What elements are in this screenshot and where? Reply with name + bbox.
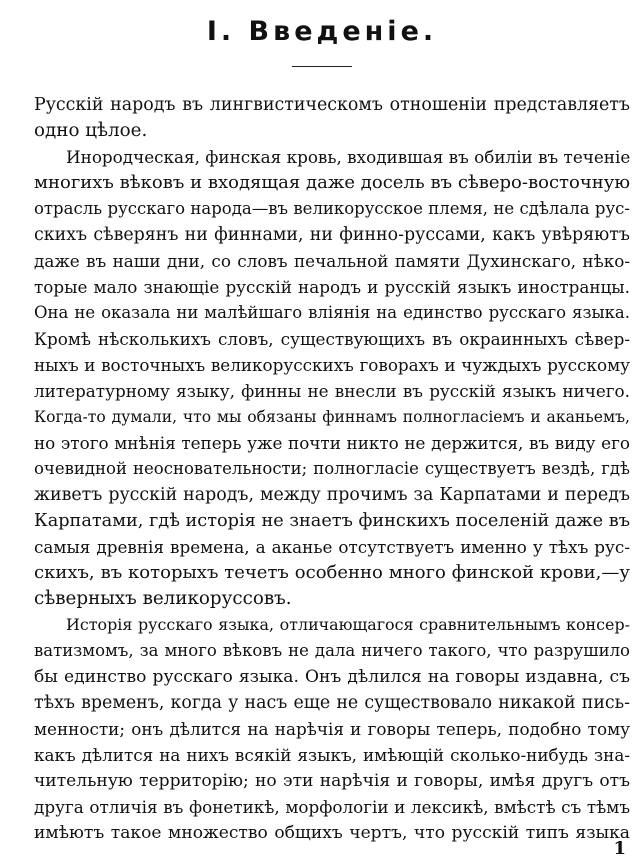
text-line: Инородческая, финская кровь, входившая въ обиліи въ теченіе <box>66 147 630 167</box>
text-line: ныхъ и восточныхъ великорусскихъ говорахъ и чуждыхъ русскому <box>34 355 630 375</box>
heading-rule <box>292 66 352 67</box>
text-line: Русскій народъ въ лингвистическомъ отношеніи представляетъ <box>34 95 630 115</box>
text-line: чительную территорію; но эти нарѣчія и говоры, имѣя другъ отъ <box>34 771 630 791</box>
text-line: Карпатами, гдѣ исторія не знаетъ финскихъ поселеній даже въ <box>34 511 630 531</box>
text-line: самыя древнія времена, а аканье отсутствуетъ именно у тѣхъ рус- <box>34 537 630 557</box>
text-line: тѣхъ временъ, когда у насъ еще не существовало никакой пись- <box>34 693 630 713</box>
text-line: Она не оказала ни малѣйшаго вліянія на единство русскаго языка. <box>34 303 630 322</box>
text-line: скихъ, въ которыхъ течетъ особенно много финской крови,—у <box>34 562 630 583</box>
chapter-heading: I. Введеніе. <box>206 16 438 47</box>
text-line: бы единство русскаго языка. Онъ дѣлился на говоры издавна, съ <box>34 667 630 687</box>
text-line: литературному языку, финны не внесли въ русскій языкъ ничего. <box>34 381 630 401</box>
text-line: менности; онъ дѣлится на нарѣчія и говоры теперь, подобно тому <box>34 719 630 739</box>
text-line: Когда-то думали, что мы обязаны финнамъ полногласіемъ и аканьемъ, <box>34 408 630 426</box>
text-line: сѣверныхъ великоруссовъ. <box>34 588 292 609</box>
text-line: отрасль русскаго народа—въ великорусское племя, не сдѣлала рус- <box>34 199 630 218</box>
page-number: 1 <box>613 838 626 859</box>
text-line: имѣютъ такое множество общихъ чертъ, что русскій типъ языка <box>34 823 630 843</box>
text-line: друга отличія въ фонетикѣ, морфологіи и лексикѣ, вмѣстѣ съ тѣмъ <box>34 797 630 817</box>
text-line: скихъ сѣверянъ ни финнами, ни финно-руссами, какъ увѣряютъ <box>34 225 630 245</box>
text-line: Исторія русскаго языка, отличающагося сравнительнымъ консер- <box>66 615 630 634</box>
text-line: очевидной неосновательности; полногласіе существуетъ вездѣ, гдѣ <box>34 459 630 478</box>
text-line: какъ дѣлится на нихъ всякій языкъ, имѣющій сколько-нибудь зна- <box>34 745 630 765</box>
text-line: даже въ наши дни, со словъ печальной памяти Духинскаго, нѣко- <box>34 251 630 271</box>
text-line: но этого мнѣнія теперь уже почти никто не держится, въ виду его <box>34 433 630 453</box>
text-line: ватизмомъ, за много вѣковъ не дала ничего такого, что разрушило <box>34 641 630 660</box>
text-line: многихъ вѣковъ и входящая даже досель въ сѣверо-восточную <box>34 172 630 193</box>
text-line: живетъ русскій народъ, между прочимъ за Карпатами и передъ <box>34 485 630 505</box>
text-line: одно цѣлое. <box>34 120 148 141</box>
text-line: торые мало знающіе русскій народъ и русскій языкъ иностранцы. <box>34 277 630 297</box>
text-line: Кромѣ нѣсколькихъ словъ, существующихъ въ окраинныхъ сѣвер- <box>34 329 630 349</box>
